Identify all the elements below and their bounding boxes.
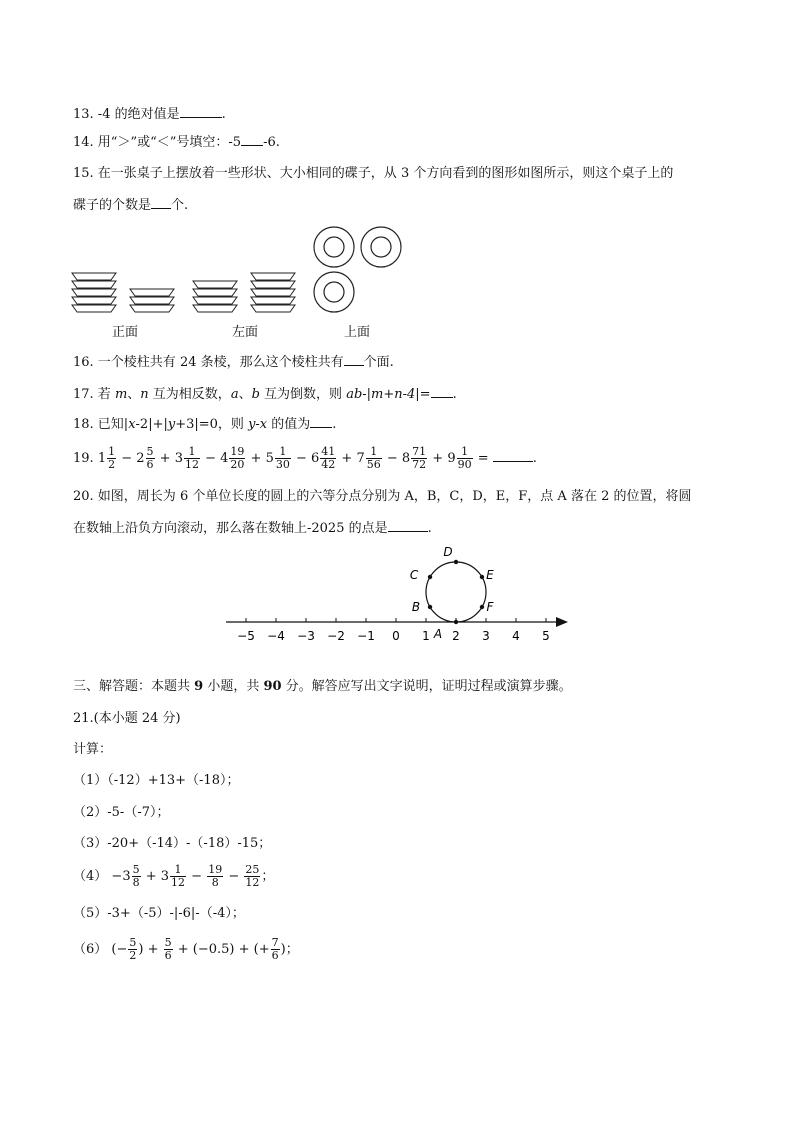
- left-view-stack-1: [193, 281, 237, 312]
- front-view-right-stack: [130, 289, 174, 312]
- axis-tick-label: −2: [327, 629, 345, 643]
- point-a: [454, 620, 458, 624]
- point-label-b: B: [411, 600, 421, 614]
- q21-part-4: （4） −3 $\frac{5}{8}$ + 3 $\frac{1}{12}$ − $\frac{19}{8}$ − $\frac{25}{12}$ ；: [73, 863, 275, 889]
- q19-term: − 8 $\frac{71}{72}$: [382, 445, 427, 471]
- q13-text: 13. -4 的绝对值是: [73, 107, 180, 122]
- q21-part-6-expression: (− $\frac{5}{2}$ ) + $\frac{5}{6}$ + (−0.5) + (+ $\frac{7}{6}$ ): [111, 936, 286, 962]
- answer-blank[interactable]: [151, 195, 171, 209]
- question-17: 17. 若 m、n 互为相反数，a、b 互为倒数，则 ab-|m+n-4|= .: [73, 384, 457, 405]
- question-20-line2: 在数轴上沿负方向滚动，那么落在数轴上-2025 的点是 .: [73, 518, 432, 539]
- question-15-line2: 碟子的个数是 个.: [73, 195, 188, 216]
- point-label-e: E: [486, 568, 494, 582]
- q21-part-6: （6） (− $\frac{5}{2}$ ) + $\frac{5}{6}$ + (−0.5) + (+ $\frac{7}{6}$ )；: [73, 936, 299, 962]
- answer-blank[interactable]: [431, 384, 453, 398]
- question-21-title: 21.(本小题 24 分): [73, 711, 181, 726]
- number-line-figure: [220, 540, 580, 650]
- label-front-view: 正面: [112, 325, 139, 340]
- axis-tick-label: −1: [357, 629, 375, 643]
- question-21-intro: 计算：: [73, 742, 113, 757]
- answer-blank[interactable]: [310, 414, 332, 428]
- question-15-line1: 15. 在一张桌子上摆放着一些形状、大小相同的碟子，从 3 个方向看到的图形如图所示，则这个桌子上的: [73, 166, 674, 181]
- axis-tick-label: 1: [422, 629, 430, 643]
- q21-part-2: （2）-5-（-7）；: [73, 805, 170, 820]
- front-view-left-stack: [72, 273, 116, 312]
- question-13: 13. -4 的绝对值是 .: [73, 104, 226, 125]
- point-label-c: C: [409, 568, 419, 582]
- point-f: [480, 605, 484, 609]
- axis-tick-label: 5: [542, 629, 550, 643]
- question-20-line1: 20. 如图，周长为 6 个单位长度的圆上的六等分点分别为 A，B，C，D，E，F，点 A 落在 2 的位置，将圆: [73, 489, 692, 504]
- q19-term: + 5 $\frac{1}{30}$: [246, 445, 290, 471]
- left-view-stack-2: [251, 273, 295, 312]
- question-19: 19. 1 $\frac{1}{2}$ − 2 $\frac{5}{6}$ + 3 $\frac{1}{12}$ − 4 $\frac{19}{20}$ + 5 $\frac{1}{30}$ − 6 $\frac{41}{42}$ + 7 $\frac{1}{56}$ − 8 $\frac{71}{72}$ + 9 $\frac{1}{90}$ = .: [73, 445, 537, 471]
- axis-tick-label: 3: [482, 629, 490, 643]
- axis-tick-label: −3: [297, 629, 315, 643]
- q21-part-1: （1）（-12）+13+（-18）；: [73, 773, 240, 788]
- q21-part-3: （3）-20+（-14）-（-18）-15；: [73, 836, 272, 851]
- q19-term: + 3 $\frac{1}{12}$: [155, 445, 199, 471]
- point-label-d: D: [443, 545, 453, 559]
- axis-tick-label: 2: [452, 629, 460, 643]
- answer-blank[interactable]: [493, 448, 533, 462]
- question-18: 18. 已知|x-2|+|y+3|=0，则 y-x 的值为 .: [73, 414, 336, 435]
- axis-tick-label: −4: [267, 629, 285, 643]
- section-3-header: 三、解答题：本题共 9 小题，共 90 分。解答应写出文字说明，证明过程或演算步骤。: [73, 679, 572, 694]
- point-c: [428, 575, 432, 579]
- q19-term: 1 $\frac{1}{2}$: [97, 445, 116, 471]
- q21-part-4-expression: −3 $\frac{5}{8}$ + 3 $\frac{1}{12}$ − $\frac{19}{8}$ − $\frac{25}{12}$: [111, 863, 260, 889]
- q19-term: + 9 $\frac{1}{90}$: [428, 445, 472, 471]
- q19-term: − 6 $\frac{41}{42}$: [291, 445, 336, 471]
- label-left-view: 左面: [232, 325, 259, 340]
- point-b: [428, 605, 432, 609]
- top-view-circles: [314, 227, 401, 312]
- q19-term: − 2 $\frac{5}{6}$: [117, 445, 154, 471]
- axis-tick-label: −5: [237, 629, 255, 643]
- rolling-circle: [426, 562, 486, 622]
- q21-part-5: （5）-3+（-5）-|-6|-（-4）；: [73, 906, 245, 921]
- point-d: [454, 560, 458, 564]
- axis-tick-label: 4: [512, 629, 520, 643]
- q19-term: + 7 $\frac{1}{56}$: [337, 445, 381, 471]
- axis-tick-label: 0: [392, 629, 400, 643]
- answer-blank[interactable]: [388, 518, 428, 532]
- point-e: [480, 575, 484, 579]
- label-top-view: 上面: [344, 325, 371, 340]
- point-label-a: A: [433, 627, 443, 641]
- question-14: 14. 用“＞”或“＜”号填空：-5 -6.: [73, 132, 280, 153]
- answer-blank[interactable]: [344, 352, 364, 366]
- q19-term: − 4 $\frac{19}{20}$: [200, 445, 245, 471]
- axis-arrow-icon: [556, 617, 568, 627]
- question-16: 16. 一个棱柱共有 24 条棱，那么这个棱柱共有 个面.: [73, 352, 394, 373]
- q14-text: 14. 用“＞”或“＜”号填空：-5: [73, 135, 242, 150]
- hexagon-points: [410, 545, 495, 641]
- point-label-f: F: [486, 600, 494, 614]
- answer-blank[interactable]: [241, 132, 263, 146]
- answer-blank[interactable]: [180, 104, 222, 118]
